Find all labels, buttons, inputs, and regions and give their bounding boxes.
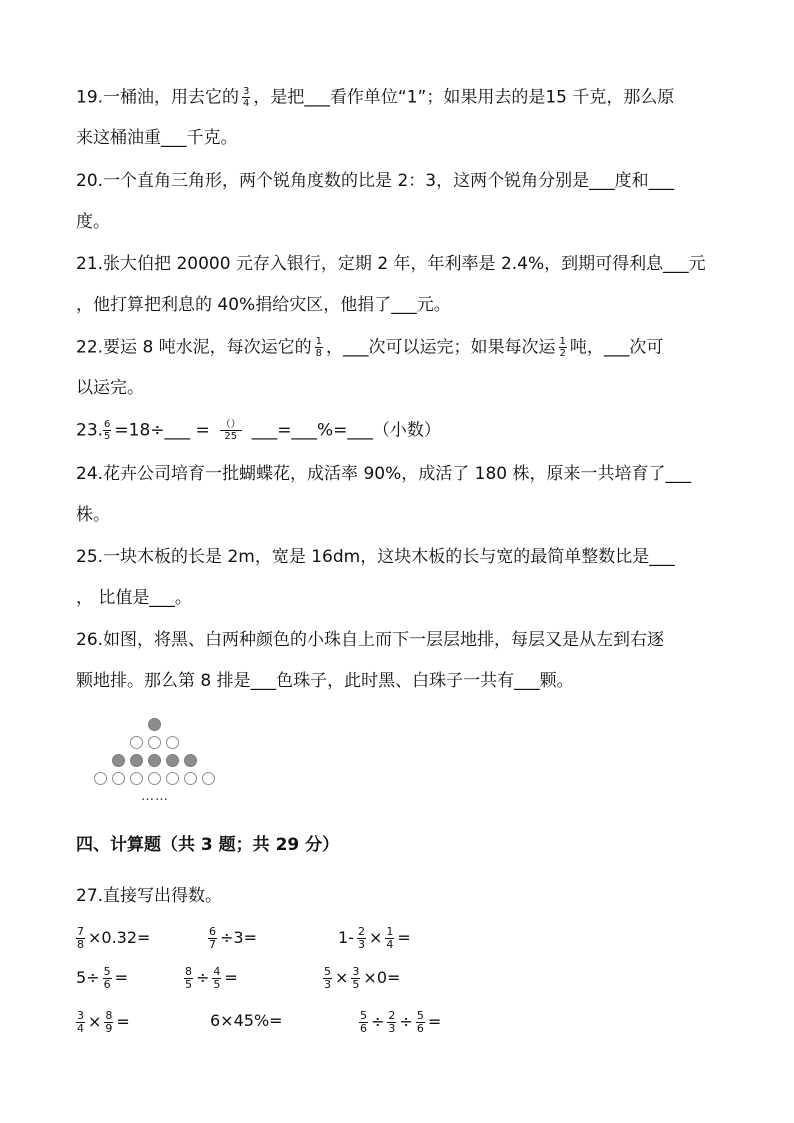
- bead-white: [112, 772, 125, 785]
- q22-text-4: 以运完。: [76, 378, 144, 398]
- bead-white: [166, 736, 179, 749]
- calc-r3c3: $\frac{5}{6}$ ÷ $\frac{2}{3}$ ÷ $\frac{5}{6}$ =: [360, 1009, 442, 1035]
- q23-text-3: ___=___%=___（小数）: [251, 420, 441, 441]
- q19-line2: [76, 127, 238, 149]
- bead-black: [148, 754, 161, 767]
- bead-black: [166, 754, 179, 767]
- bead-black: [148, 718, 161, 731]
- q21-text: 21.张大伯把 20000 元存入银行，定期 2 年，年利率是 2.4%，到期可得利息___元: [76, 254, 706, 274]
- ellipsis: ……: [141, 789, 169, 804]
- q23-line: [76, 419, 441, 442]
- calc-r1c3: 1- $\frac{2}{3}$ × $\frac{1}{4}$ =: [338, 925, 411, 951]
- q23-text-2: =18÷___ =: [114, 420, 210, 441]
- q20-line2: [76, 211, 110, 233]
- bead-white: [130, 772, 143, 785]
- q26-line1: [76, 629, 664, 651]
- bead-white: [166, 772, 179, 785]
- calc-r2c1: 5÷ $\frac{5}{6}$ =: [76, 965, 128, 991]
- calc-r2c3: $\frac{5}{3}$ × $\frac{3}{5}$ ×0=: [324, 965, 401, 991]
- q26-text-2: 颗地排。那么第 8 排是___色珠子，此时黑、白珠子一共有___颗。: [76, 671, 574, 691]
- q22-line2: [76, 377, 144, 399]
- bead-white: [202, 772, 215, 785]
- q26-text: 26.如图，将黑、白两种颜色的小珠自上而下一层层地排，每层又是从左到右逐: [76, 630, 665, 650]
- q27-title: 27.直接写出得数。: [76, 886, 223, 906]
- q22-text: 22.要运 8 吨水泥，每次运它的: [76, 337, 312, 358]
- q25-line1: [76, 546, 675, 568]
- q25-line2: [76, 587, 192, 609]
- q19-fraction: $\frac{3}{4}$: [243, 86, 250, 109]
- calc-r1c2: $\frac{6}{7}$ ÷3=: [209, 925, 257, 951]
- q23-fraction-1: $\frac{6}{5}$: [104, 419, 111, 442]
- bead-white: [148, 736, 161, 749]
- bead-white: [184, 772, 197, 785]
- q24-line2: [76, 504, 110, 526]
- calc-r3c1: $\frac{3}{4}$ × $\frac{8}{9}$ =: [77, 1009, 130, 1035]
- q23-text: 23.: [76, 420, 104, 441]
- q21-text-2: ，他打算把利息的 40%捐给灾区，他捐了___元。: [76, 295, 451, 315]
- q19-text: 19.一桶油，用去它的: [76, 87, 240, 108]
- q19-text-2: ，是把___看作单位“1”；如果用去的是15 千克，那么原: [253, 87, 675, 108]
- q20-line1: [76, 170, 674, 192]
- q21-line1: [76, 253, 706, 275]
- bead-black: [184, 754, 197, 767]
- section-title: 四、计算题（共 3 题；共 29 分）: [76, 835, 340, 855]
- calc-r1c1: $\frac{7}{8}$ ×0.32=: [77, 925, 151, 951]
- q22-fraction-2: $\frac{1}{2}$: [559, 336, 566, 359]
- q21-line2: [76, 294, 451, 316]
- calc-r2c2: $\frac{8}{5}$ ÷ $\frac{4}{5}$ =: [185, 965, 238, 991]
- q20-text-2: 度。: [76, 212, 110, 232]
- bead-white: [130, 736, 143, 749]
- bead-white: [148, 772, 161, 785]
- bead-white: [94, 772, 107, 785]
- calc-r3c2: 6×45%=: [210, 1011, 283, 1030]
- q24-text: 24.花卉公司培育一批蝴蝶花，成活率 90%，成活了 180 株，原来一共培育了___: [76, 464, 691, 484]
- q24-line1: [76, 463, 691, 485]
- q26-line2: [76, 670, 574, 692]
- q24-text-2: 株。: [76, 505, 110, 525]
- q22-text-2: ，___次可以运完；如果每次运: [326, 337, 556, 358]
- q20-text: 20.一个直角三角形，两个锐角度数的比是 2：3，这两个锐角分别是___度和___: [76, 171, 675, 191]
- bead-black: [130, 754, 143, 767]
- q19-line1: [76, 86, 674, 109]
- q25-text-2: ， 比值是___。: [76, 588, 192, 608]
- q22-fraction-1: $\frac{1}{8}$: [315, 336, 323, 359]
- q19-text-3: 来这桶油重___千克。: [76, 128, 238, 148]
- q22-text-3: 吨，___次可: [569, 337, 664, 358]
- q22-line1: [76, 336, 663, 359]
- q25-text: 25.一块木板的长是 2m，宽是 16dm，这块木板的长与宽的最简单整数比是___: [76, 547, 675, 567]
- q23-fraction-2: $\frac{()}{25}$: [220, 419, 241, 442]
- bead-black: [112, 754, 125, 767]
